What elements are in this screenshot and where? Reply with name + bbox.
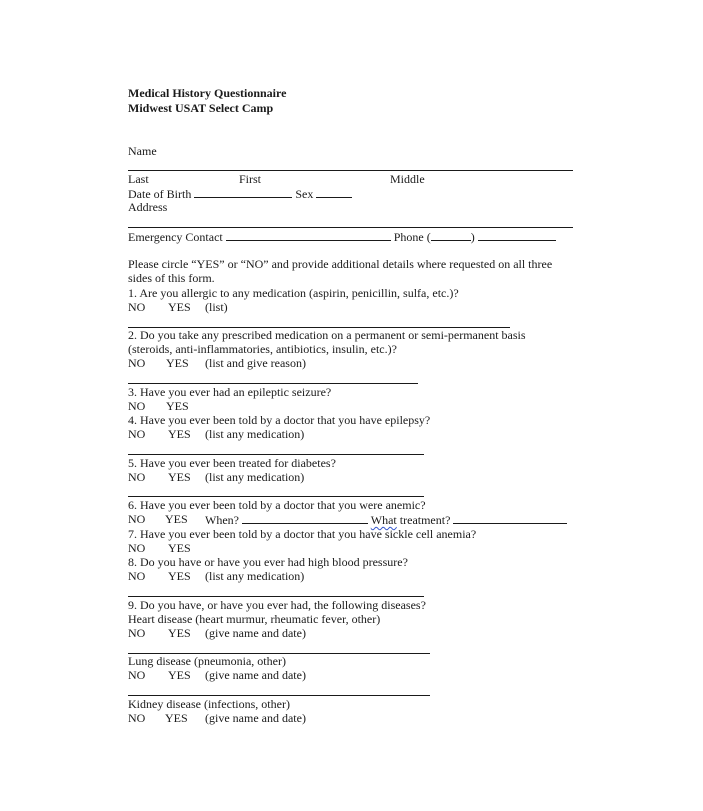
q8-answer-line[interactable]: [128, 596, 424, 597]
heart-disease-label: Heart disease (heart murmur, rheumatic fever, other): [128, 612, 381, 626]
no-option[interactable]: NO: [128, 512, 146, 526]
yes-option[interactable]: YES: [168, 300, 191, 314]
q6-when-field[interactable]: [242, 512, 368, 524]
lung-disease-label: Lung disease (pneumonia, other): [128, 654, 286, 668]
q6-treatment-field[interactable]: [453, 512, 567, 524]
emergency-label: Emergency Contact: [128, 230, 223, 244]
yes-option[interactable]: YES: [168, 569, 191, 583]
q4-answer-line[interactable]: [128, 454, 424, 455]
address-label: Address: [128, 200, 168, 214]
address-line[interactable]: [128, 227, 573, 228]
dob-row: [128, 186, 352, 201]
emergency-row: [128, 229, 556, 244]
heart-hint: (give name and date): [205, 626, 306, 640]
q6-when-row: [205, 512, 567, 527]
question-5: 5. Have you ever been treated for diabetes?: [128, 456, 336, 470]
q2-hint: (list and give reason): [205, 356, 306, 370]
no-option[interactable]: NO: [128, 668, 146, 682]
phone-number-field[interactable]: [478, 229, 556, 241]
phone-close: ): [470, 230, 475, 244]
no-option[interactable]: NO: [128, 470, 146, 484]
yes-option[interactable]: YES: [166, 399, 189, 413]
lung-answer-line[interactable]: [128, 695, 430, 696]
form-subtitle: Midwest USAT Select Camp: [128, 101, 274, 115]
yes-option[interactable]: YES: [168, 541, 191, 555]
q6-treatment-label: treatment?: [399, 513, 451, 527]
yes-option[interactable]: YES: [168, 668, 191, 682]
kidney-hint: (give name and date): [205, 711, 306, 725]
yes-option[interactable]: YES: [165, 711, 188, 725]
question-2: 2. Do you take any prescribed medication on a permanent or semi-permanent basis: [128, 328, 526, 342]
yes-option[interactable]: YES: [166, 356, 189, 370]
question-4: 4. Have you ever been told by a doctor that you have epilepsy?: [128, 413, 431, 427]
q2-answer-line[interactable]: [128, 383, 418, 384]
question-1: 1. Are you allergic to any medication (aspirin, penicillin, sulfa, etc.)?: [128, 286, 459, 300]
dob-field[interactable]: [194, 186, 292, 198]
yes-option[interactable]: YES: [168, 626, 191, 640]
no-option[interactable]: NO: [128, 541, 146, 555]
no-option[interactable]: NO: [128, 356, 146, 370]
question-2-cont: (steroids, anti-inflammatories, antibiotics, insulin, etc.)?: [128, 342, 397, 356]
instructions-line2: sides of this form.: [128, 271, 215, 285]
yes-option[interactable]: YES: [165, 512, 188, 526]
emergency-field[interactable]: [226, 229, 391, 241]
no-option[interactable]: NO: [128, 399, 146, 413]
dob-label: Date of Birth: [128, 187, 192, 201]
question-6: 6. Have you ever been told by a doctor that you were anemic?: [128, 498, 426, 512]
question-3: 3. Have you ever had an epileptic seizure?: [128, 385, 332, 399]
no-option[interactable]: NO: [128, 300, 146, 314]
no-option[interactable]: NO: [128, 626, 146, 640]
q4-hint: (list any medication): [205, 427, 305, 441]
first-label: First: [239, 172, 262, 186]
yes-option[interactable]: YES: [168, 427, 191, 441]
question-9: 9. Do you have, or have you ever had, the following diseases?: [128, 598, 426, 612]
q5-answer-line[interactable]: [128, 496, 424, 497]
q5-hint: (list any medication): [205, 470, 305, 484]
phone-area-field[interactable]: [431, 229, 471, 241]
last-label: Last: [128, 172, 149, 186]
sex-field[interactable]: [316, 186, 352, 198]
phone-label: Phone (: [393, 230, 431, 244]
name-label: Name: [128, 144, 157, 158]
instructions-line1: Please circle “YES” or “NO” and provide additional details where requested on all three: [128, 257, 553, 271]
q6-when-label: When?: [205, 513, 239, 527]
kidney-disease-label: Kidney disease (infections, other): [128, 697, 290, 711]
question-7: 7. Have you ever been told by a doctor that you have sickle cell anemia?: [128, 527, 477, 541]
no-option[interactable]: NO: [128, 711, 146, 725]
yes-option[interactable]: YES: [168, 470, 191, 484]
no-option[interactable]: NO: [128, 427, 146, 441]
form-title: Medical History Questionnaire: [128, 86, 287, 100]
q8-hint: (list any medication): [205, 569, 305, 583]
lung-hint: (give name and date): [205, 668, 306, 682]
middle-label: Middle: [390, 172, 425, 186]
q1-hint: (list): [205, 300, 228, 314]
sex-label: Sex: [295, 187, 314, 201]
question-8: 8. Do you have or have you ever had high blood pressure?: [128, 555, 408, 569]
no-option[interactable]: NO: [128, 569, 146, 583]
q6-what-label: What: [370, 513, 397, 527]
name-line[interactable]: [128, 170, 573, 171]
